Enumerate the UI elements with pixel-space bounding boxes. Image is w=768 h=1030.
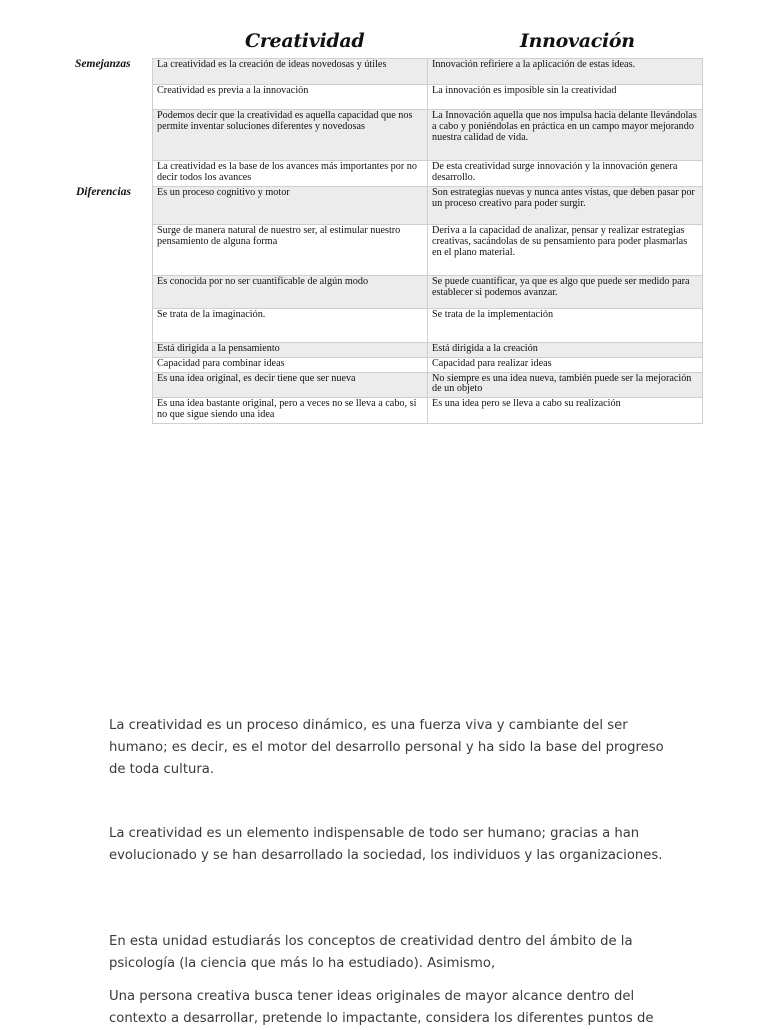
table-cell: Innovación refiriere a la aplicación de estas ideas.	[428, 59, 703, 85]
row-group-label-semejanzas: Semejanzas	[75, 58, 131, 70]
table-cell: Es un proceso cognitivo y motor	[153, 187, 428, 225]
table-cell: Es una idea bastante original, pero a veces no se lleva a cabo, si no que sigue siendo una idea	[153, 398, 428, 424]
table-row	[153, 225, 703, 276]
table-cell: Se puede cuantificar, ya que es algo que puede ser medido para establecer si podemos avanzar.	[428, 276, 703, 309]
table-row	[153, 309, 703, 343]
paragraph: En esta unidad estudiarás los conceptos de creatividad dentro del ámbito de la psicología (la ciencia que más lo ha estudiado). Asimismo,	[109, 934, 633, 971]
table-cell: La Innovación aquella que nos impulsa hacia delante llevándolas a cabo y poniéndolas en práctica en un campo mayor mejorando nuestra calidad de vida.	[428, 110, 703, 161]
table-cell: Surge de manera natural de nuestro ser, al estimular nuestro pensamiento de alguna forma	[153, 225, 428, 276]
table-cell: Capacidad para combinar ideas	[153, 357, 428, 372]
table-cell: La creatividad es la creación de ideas novedosas y útiles	[153, 59, 428, 85]
table-row	[153, 59, 703, 85]
paragraph: Una persona creativa busca tener ideas originales de mayor alcance dentro del contexto a desarrollar, pretende lo impactante, considera los diferentes puntos de	[109, 989, 654, 1026]
column-header-innovacion: Innovación	[520, 30, 635, 52]
table-cell: Está dirigida a la pensamiento	[153, 343, 428, 358]
table-cell: No siempre es una idea nueva, también puede ser la mejoración de un objeto	[428, 372, 703, 398]
paragraph: La creatividad es un proceso dinámico, es una fuerza viva y cambiante del ser humano; es decir, es el motor del desarrollo personal y ha sido la base del progreso de toda cultura.	[109, 718, 664, 777]
table-cell: La innovación es imposible sin la creatividad	[428, 85, 703, 110]
table-row	[153, 110, 703, 161]
column-header-creatividad: Creatividad	[245, 30, 365, 52]
table-cell: Se trata de la implementación	[428, 309, 703, 343]
table-cell: Podemos decir que la creatividad es aquella capacidad que nos permite inventar soluciones diferentes y novedosas	[153, 110, 428, 161]
table-cell: Son estrategias nuevas y nunca antes vistas, que deben pasar por un proceso creativo para poder surgir.	[428, 187, 703, 225]
table-cell: Está dirigida a la creación	[428, 343, 703, 358]
table-row	[153, 398, 703, 424]
table-row	[153, 357, 703, 372]
table-cell: De esta creatividad surge innovación y la innovación genera desarrollo.	[428, 161, 703, 187]
table-cell: Es una idea original, es decir tiene que ser nueva	[153, 372, 428, 398]
table-cell: Es una idea pero se lleva a cabo su realización	[428, 398, 703, 424]
table-row	[153, 85, 703, 110]
paragraph: La creatividad es un elemento indispensable de todo ser humano; gracias a han evolucionado y se han desarrollado la sociedad, los individuos y las organizaciones.	[109, 826, 663, 863]
table-cell: Capacidad para realizar ideas	[428, 357, 703, 372]
row-group-label-diferencias: Diferencias	[76, 186, 131, 198]
table-row	[153, 276, 703, 309]
table-cell: Creatividad es previa a la innovación	[153, 85, 428, 110]
table-cell: Es conocida por no ser cuantificable de algún modo	[153, 276, 428, 309]
table-row	[153, 187, 703, 225]
table-cell: La creatividad es la base de los avances más importantes por no decir todos los avances	[153, 161, 428, 187]
table-row	[153, 161, 703, 187]
table-row	[153, 343, 703, 358]
table-row	[153, 372, 703, 398]
table-cell: Se trata de la imaginación.	[153, 309, 428, 343]
comparison-table	[152, 58, 703, 424]
table-cell: Deriva a la capacidad de analizar, pensar y realizar estrategias creativas, sacándolas de su pensamiento para poder plasmarlas en el plano material.	[428, 225, 703, 276]
